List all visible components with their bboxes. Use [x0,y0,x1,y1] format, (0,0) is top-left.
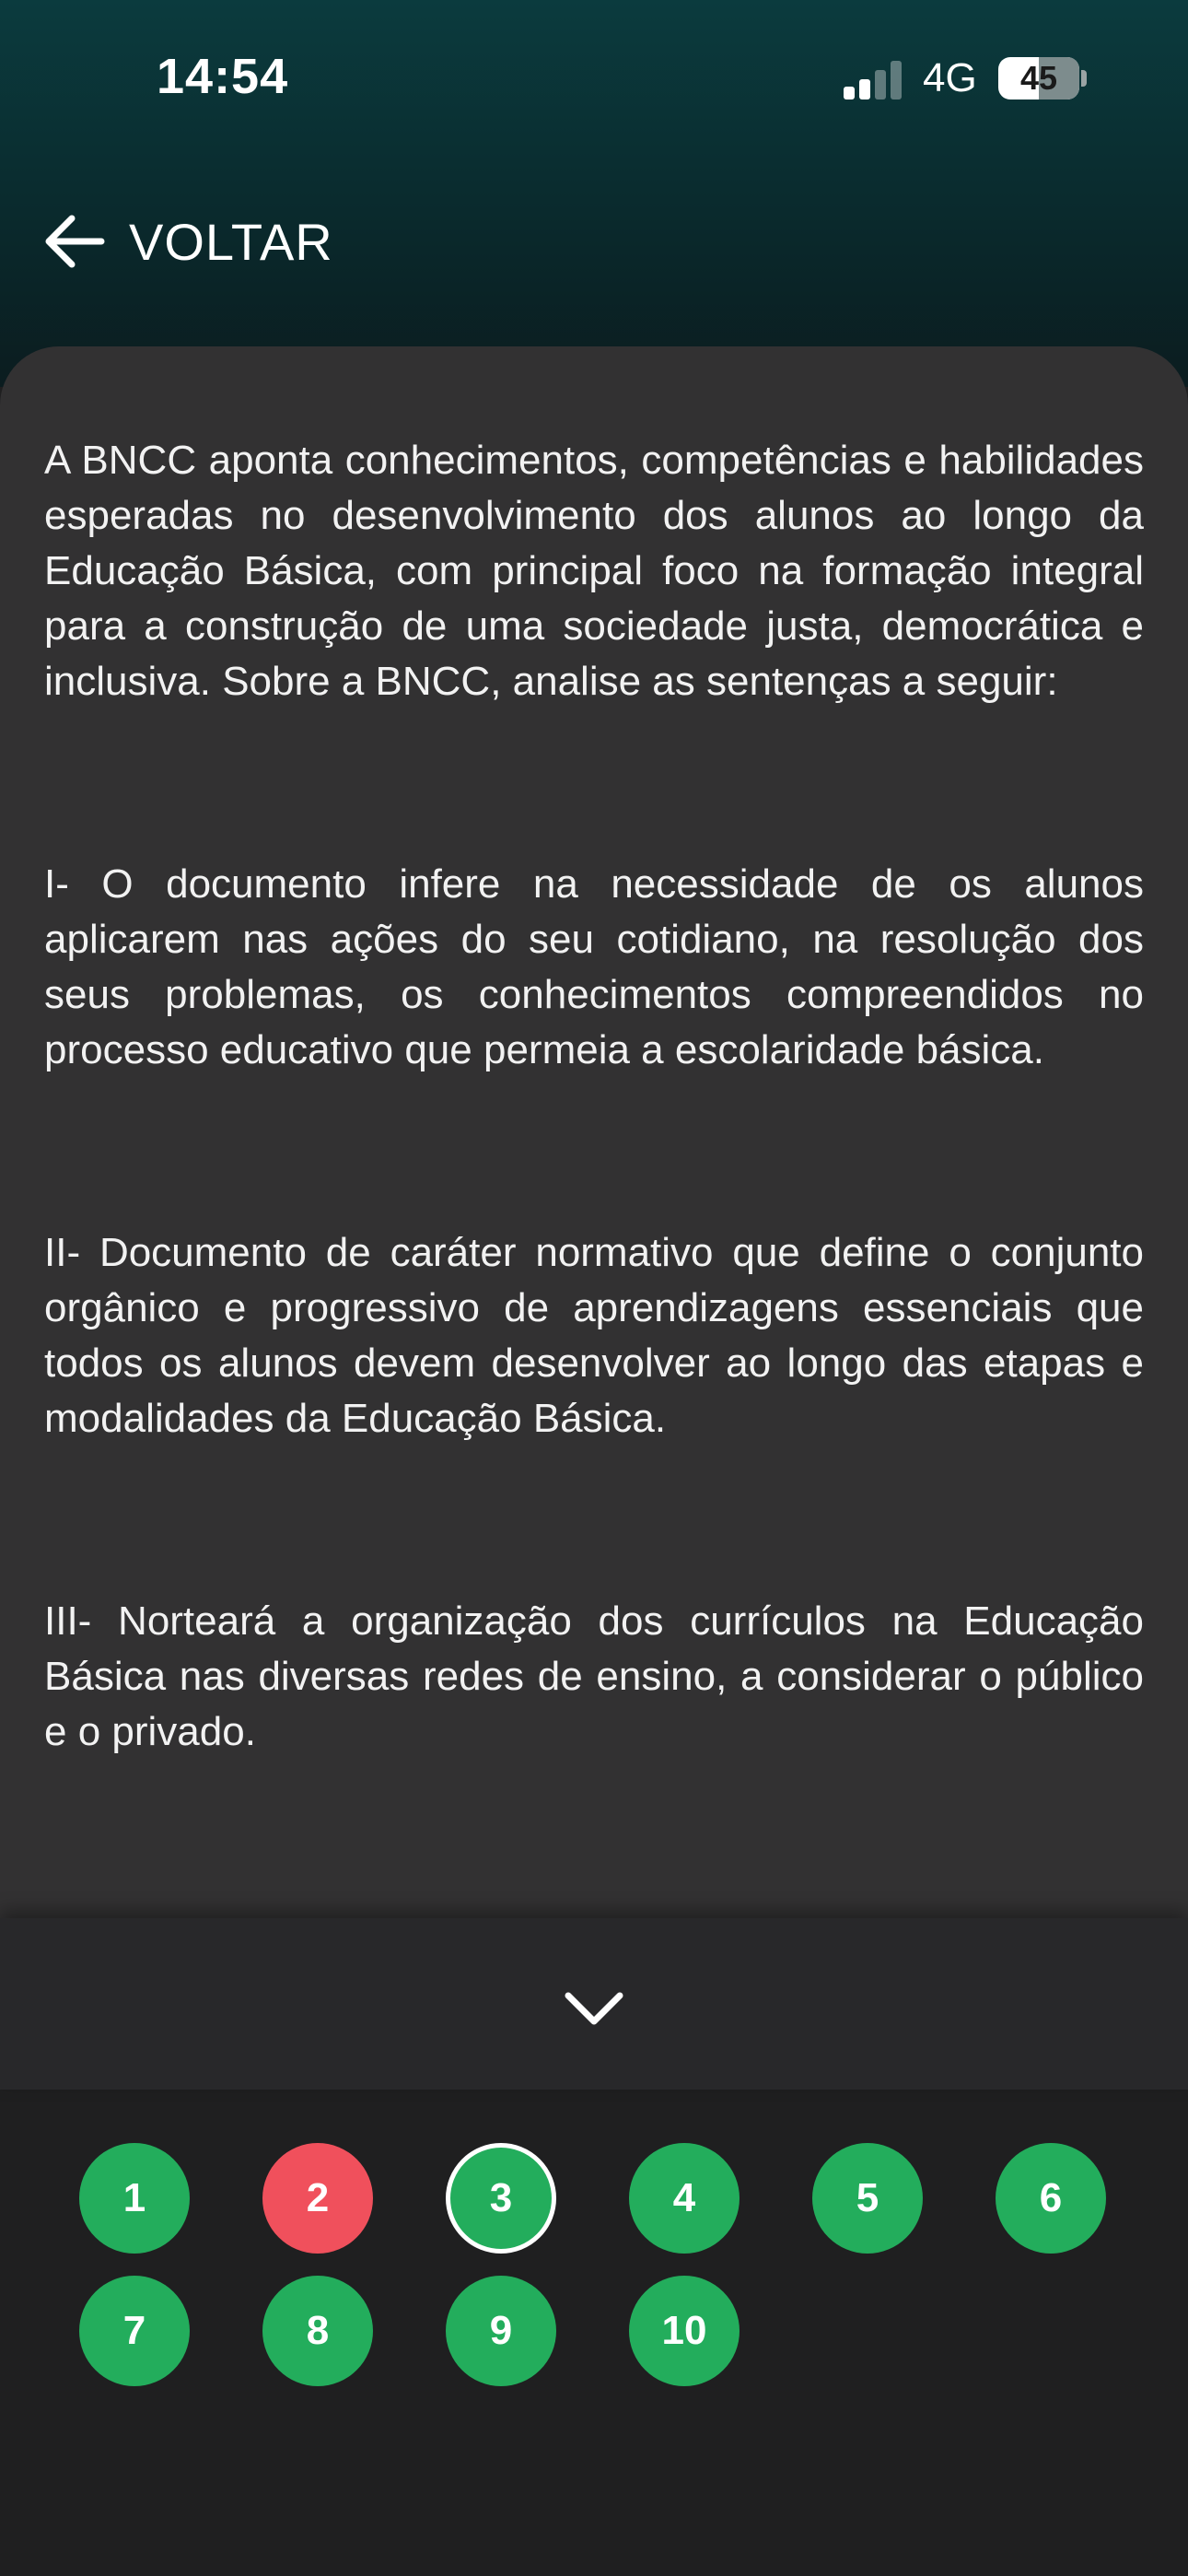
arrow-left-icon [41,207,109,275]
question-button-1[interactable]: 1 [79,2143,190,2254]
status-time: 14:54 [157,49,289,104]
drawer-handle[interactable] [0,1918,1188,2090]
question-button-8[interactable]: 8 [262,2276,373,2386]
question-button-6[interactable]: 6 [996,2143,1106,2254]
question-item-i: I- O documento infere na necessidade de os alunos aplicarem nas ações do seu cotidiano, na resolução dos seus problemas, os conhecimentos compreendidos no processo educativo que permeia a escolaridade básica. [44,861,1144,1072]
question-item-ii: II- Documento de caráter normativo que define o conjunto orgânico e progressivo de aprendizagens essenciais que todos os alunos devem desenvolver ao longo das etapas e modalidades da Educação Básica. [44,1230,1144,1441]
question-button-10[interactable]: 10 [629,2276,740,2386]
chevron-down-icon[interactable] [561,1973,627,2040]
battery-level: 45 [1019,59,1058,97]
question-button-7[interactable]: 7 [79,2276,190,2386]
question-button-5[interactable]: 5 [812,2143,923,2254]
question-statement: A BNCC aponta conhecimentos, competências e habilidades esperadas no desenvolvimento dos alunos ao longo da Educação Básica, com principal foco na formação integral para a construção de uma sociedade justa, democrática e inclusiva. Sobre a BNCC, analise as sentenças a seguir: [44,438,1144,704]
question-navigator [0,1918,1188,2576]
question-text [44,433,1144,1760]
network-type: 4G [923,55,977,100]
question-button-9[interactable]: 9 [446,2276,556,2386]
question-button-4[interactable]: 4 [629,2143,740,2254]
question-button-2[interactable]: 2 [262,2143,373,2254]
status-bar [0,0,1188,157]
back-label: VOLTAR [129,212,333,271]
signal-icon [844,61,903,100]
battery-icon [998,57,1079,100]
battery-tip [1081,70,1087,87]
question-button-3[interactable]: 3 [446,2143,556,2254]
question-item-iii: III- Norteará a organização dos currículos na Educação Básica nas diversas redes de ensino, a considerar o público e o privado. [44,1598,1144,1754]
back-button[interactable] [41,205,333,278]
